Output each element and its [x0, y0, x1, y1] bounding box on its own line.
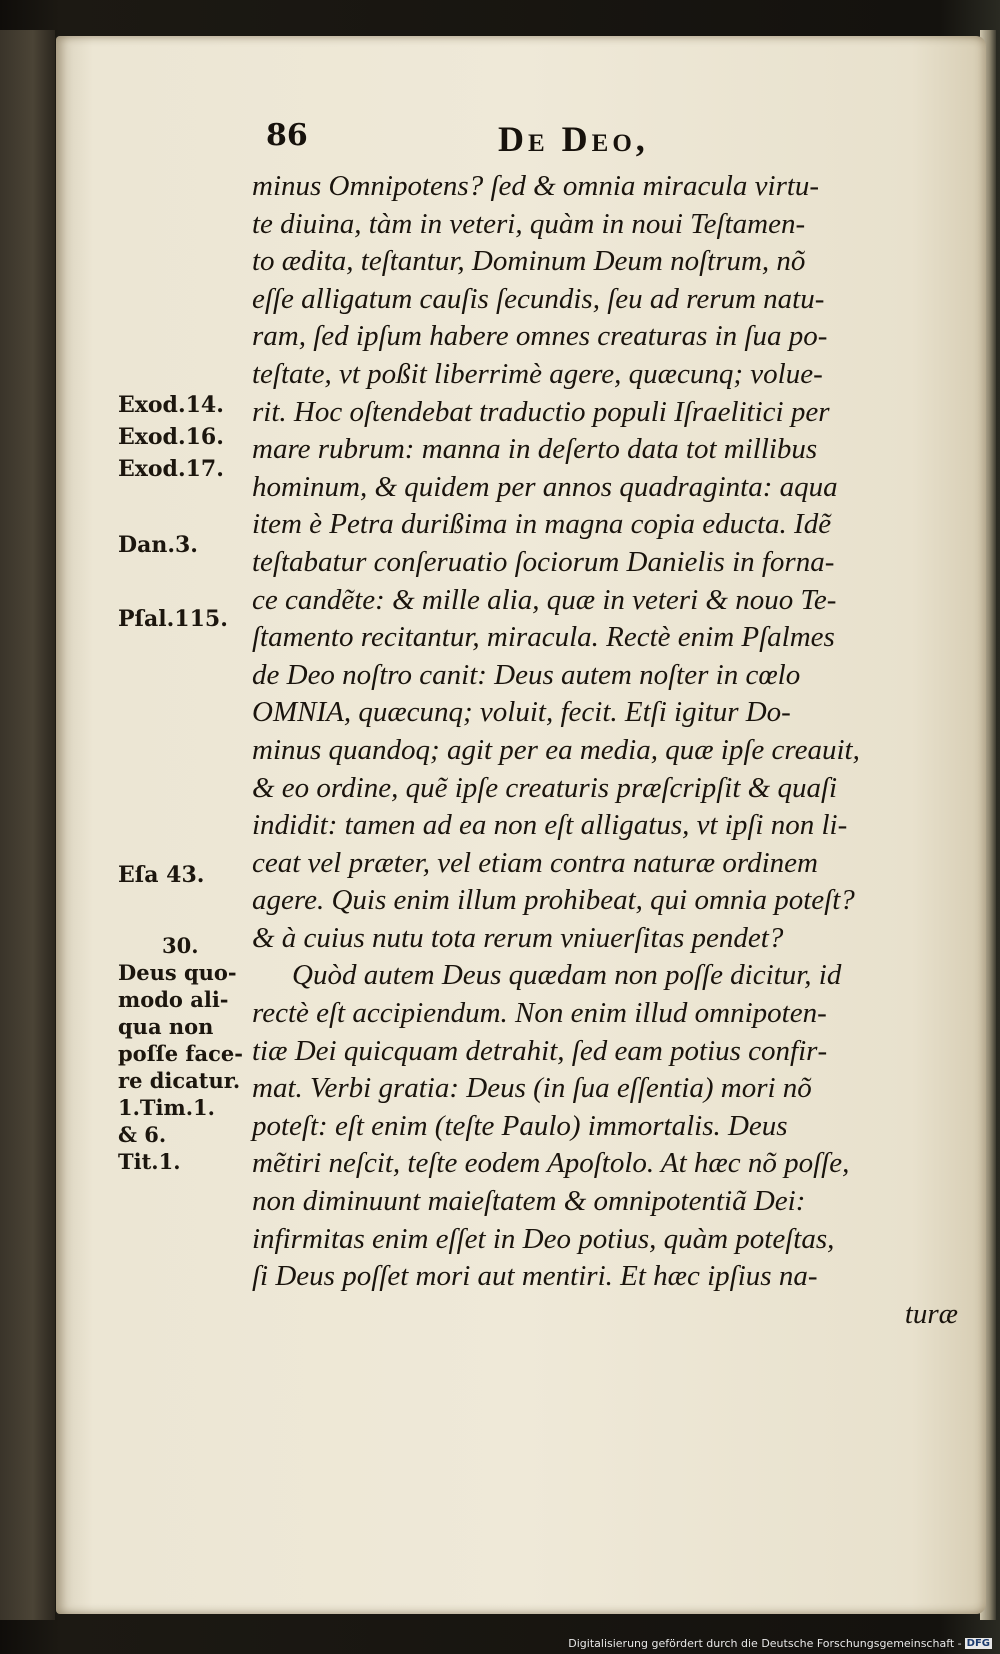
margin-ref-exod-16: Exod.16. [118, 424, 224, 450]
text-line: de Deo noſtro canit: Deus autem noſter in cœlo [252, 658, 801, 691]
text-line: te diuina, tàm in veteri, quàm in noui Teſtamen‑ [252, 207, 806, 240]
text-line: minus quandoq; agit per ea media, quæ ipſe creauit, [252, 733, 860, 766]
text-line: ce candẽte: & mille alia, quæ in veteri & nouo Te‑ [252, 583, 837, 616]
text-line: mat. Verbi gratia: Deus (in ſua eſſentia) mori nõ [252, 1072, 812, 1105]
text-line: hominum, & quidem per annos quadraginta: aqua [252, 470, 838, 503]
text-line: item è Petra durißima in magna copia educta. Idẽ [252, 508, 832, 541]
text-line: rit. Hoc oſtendebat traductio populi Iſraelitici per [252, 395, 830, 428]
digitization-credit [568, 1637, 992, 1650]
gloss-line: modo ali‑ [118, 987, 229, 1012]
margin-ref-exod-17: Exod.17. [118, 456, 224, 482]
gloss-ref: 1.Tim.1. [118, 1095, 215, 1120]
gloss-ref: & 6. [118, 1122, 167, 1147]
section-number: 30. [162, 933, 199, 958]
text-line: OMNIA, quæcunq; voluit, fecit. Etſi igitur Do‑ [252, 696, 791, 729]
gloss-line: qua non [118, 1014, 214, 1039]
page-content [56, 36, 986, 1614]
gloss-line: Deus quo‑ [118, 960, 237, 985]
text-line: ram, ſed ipſum habere omnes creaturas in ſua po‑ [252, 320, 828, 353]
running-head [266, 118, 746, 172]
text-line: tiæ Dei quicquam detrahit, ſed eam potius confir‑ [252, 1034, 828, 1067]
text-line: indidit: tamen ad ea non eſt alligatus, vt ipſi non li‑ [252, 809, 848, 842]
text-line: & à cuius nutu tota rerum vniuerſitas pendet? [252, 921, 784, 954]
margin-ref-exod-14: Exod.14. [118, 392, 224, 418]
gloss-line: re dicatur. [118, 1068, 241, 1093]
text-line: mẽtiri neſcit, teſte eodem Apoſtolo. At hæc nõ poſſe, [252, 1147, 850, 1180]
text-line: rectè eſt accipiendum. Non enim illud omnipoten‑ [252, 997, 827, 1030]
book-page [56, 36, 986, 1614]
catchword: turæ [904, 1297, 958, 1330]
main-text-block [252, 168, 958, 1333]
text-line: non diminuunt maieſtatem & omnipotentiã Dei: [252, 1185, 806, 1218]
gloss-line: poſſe face‑ [118, 1041, 243, 1066]
paragraph-start-line: Quòd autem Deus quædam non poſſe dicitur, id [292, 959, 842, 992]
text-line: ſtamento recitantur, miracula. Rectè enim Pſalmes [252, 621, 835, 654]
marginal-gloss [118, 932, 243, 1175]
text-line: teſtabatur conſeruatio ſociorum Danielis in forna‑ [252, 545, 835, 578]
running-title: De Deo, [498, 119, 649, 159]
text-line: ceat vel præter, vel etiam contra naturæ ordinem [252, 846, 818, 879]
margin-ref-dan-3: Dan.3. [118, 532, 198, 558]
text-line: infirmitas enim eſſet in Deo potius, quàm poteſtas, [252, 1222, 835, 1255]
text-line: agere. Quis enim illum prohibeat, qui omnia poteſt? [252, 884, 855, 917]
text-line: teſtate, vt poßit liberrimè agere, quæcunq; volue‑ [252, 357, 823, 390]
page-number: 86 [266, 118, 308, 153]
previous-page-edge [0, 30, 55, 1620]
text-line: poteſt: eſt enim (teſte Paulo) immortalis. Deus [252, 1109, 788, 1142]
margin-ref-esa-43: Eſa 43. [118, 862, 205, 888]
margin-ref-psal-115: Pſal.115. [118, 606, 228, 632]
text-line: mare rubrum: manna in deſerto data tot millibus [252, 433, 818, 466]
text-line: eſſe alligatum cauſis ſecundis, ſeu ad rerum natu‑ [252, 282, 825, 315]
credit-text: Digitalisierung gefördert durch die Deutsche Forschungsgemeinschaft - [568, 1637, 962, 1650]
gloss-ref: Tit.1. [118, 1149, 181, 1174]
text-line: to ædita, teſtantur, Dominum Deum noſtrum, nõ [252, 245, 806, 278]
text-line: ſi Deus poſſet mori aut mentiri. Et hæc ipſius na‑ [252, 1260, 818, 1293]
text-line: minus Omnipotens? ſed & omnia miracula virtu‑ [252, 170, 820, 202]
dfg-logo: DFG [966, 1638, 990, 1649]
text-line: & eo ordine, quẽ ipſe creaturis præſcripſit & quaſi [252, 771, 838, 804]
